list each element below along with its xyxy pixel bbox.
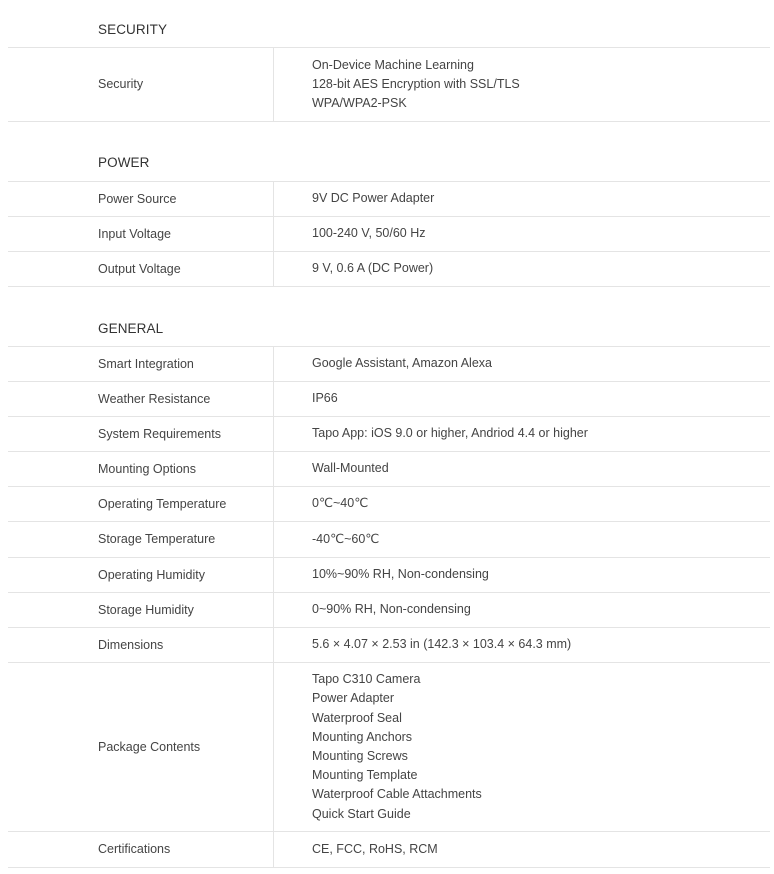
row-value (274, 522, 770, 557)
row-label: Mounting Options (8, 452, 274, 486)
row-value (274, 593, 770, 627)
power-table (8, 181, 770, 287)
value-line: IP66 (312, 391, 338, 406)
row-value (274, 382, 770, 416)
value-line: 10%~90% RH, Non-condensing (312, 567, 489, 582)
value-line: 0℃~40℃ (312, 496, 369, 511)
value-line: CE, FCC, RoHS, RCM (312, 841, 438, 856)
value-line: 9V DC Power Adapter (312, 191, 435, 206)
value-line: 128-bit AES Encryption with SSL/TLS (312, 76, 520, 91)
value-line: Quick Start Guide (312, 806, 411, 821)
value-line: Mounting Template (312, 768, 418, 783)
table-row (8, 48, 770, 122)
value-line: Tapo C310 Camera (312, 672, 421, 687)
row-value (274, 663, 770, 831)
row-value (274, 558, 770, 592)
value-line: WPA/WPA2-PSK (312, 96, 407, 111)
row-value (274, 48, 770, 121)
table-row (8, 217, 770, 252)
row-label: Storage Temperature (8, 522, 274, 557)
value-line: Mounting Anchors (312, 729, 413, 744)
table-row (8, 382, 770, 417)
value-line: -40℃~60℃ (312, 531, 380, 546)
table-row (8, 417, 770, 452)
value-line: Power Adapter (312, 691, 394, 706)
row-label: Weather Resistance (8, 382, 274, 416)
row-value (274, 217, 770, 251)
value-line: Tapo App: iOS 9.0 or higher, Andriod 4.4 or higher (312, 426, 588, 441)
row-label: Certifications (8, 832, 274, 867)
row-label: Package Contents (8, 663, 274, 831)
value-line: 9 V, 0.6 A (DC Power) (312, 261, 434, 276)
table-row (8, 558, 770, 593)
row-label: Operating Humidity (8, 558, 274, 592)
row-label: Smart Integration (8, 347, 274, 381)
row-label: System Requirements (8, 417, 274, 451)
table-row (8, 252, 770, 287)
value-line: On-Device Machine Learning (312, 57, 474, 72)
row-label: Storage Humidity (8, 593, 274, 627)
value-line: 5.6 × 4.07 × 2.53 in (142.3 × 103.4 × 64.3 mm) (312, 637, 572, 652)
section-title-security: SECURITY (98, 22, 168, 37)
table-row (8, 347, 770, 382)
table-row (8, 522, 770, 558)
row-label: Input Voltage (8, 217, 274, 251)
row-label: Output Voltage (8, 252, 274, 286)
table-row (8, 487, 770, 522)
row-value (274, 347, 770, 381)
row-value (274, 487, 770, 521)
row-label: Security (8, 48, 274, 121)
table-row (8, 663, 770, 832)
table-row (8, 593, 770, 628)
table-row (8, 628, 770, 663)
value-line: Google Assistant, Amazon Alexa (312, 356, 492, 371)
table-row (8, 452, 770, 487)
value-line: Waterproof Cable Attachments (312, 787, 482, 802)
row-label: Power Source (8, 182, 274, 216)
table-row (8, 182, 770, 217)
row-value (274, 832, 770, 867)
row-value (274, 452, 770, 486)
row-value (274, 252, 770, 286)
general-table (8, 346, 770, 868)
value-line: Wall-Mounted (312, 461, 389, 476)
value-line: Mounting Screws (312, 749, 408, 763)
row-value (274, 182, 770, 216)
table-row (8, 832, 770, 868)
value-line: 100-240 V, 50/60 Hz (312, 226, 426, 241)
value-line: Waterproof Seal (312, 710, 402, 725)
value-line: 0~90% RH, Non-condensing (312, 602, 471, 617)
row-value (274, 417, 770, 451)
row-label: Dimensions (8, 628, 274, 662)
section-title-general: GENERAL (98, 321, 164, 336)
security-table (8, 47, 770, 122)
row-value (274, 628, 770, 662)
row-label: Operating Temperature (8, 487, 274, 521)
section-title-power: POWER (98, 155, 150, 170)
